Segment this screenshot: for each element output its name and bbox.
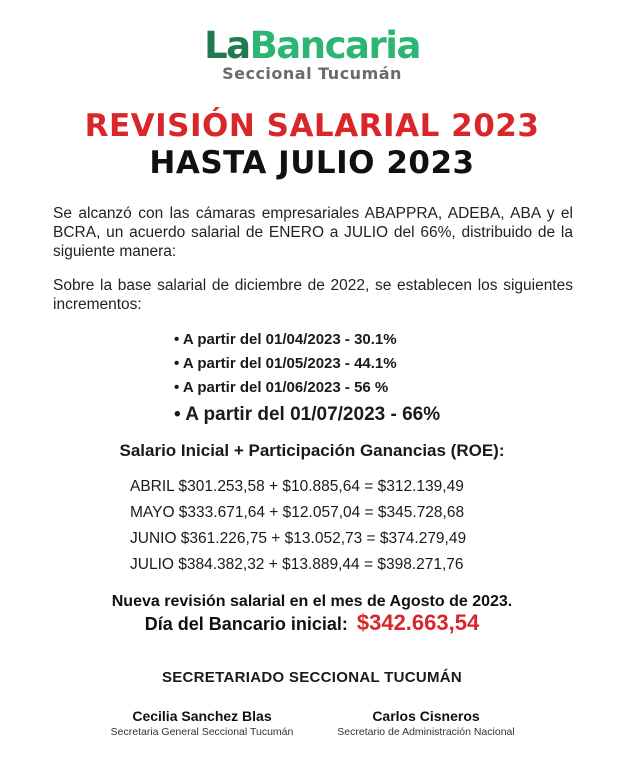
increment-item: • A partir del 01/04/2023 - 30.1%	[174, 328, 440, 352]
signature-name: Carlos Cisneros	[372, 708, 480, 724]
title-line-2: HASTA JULIO 2023	[149, 145, 475, 181]
logo	[0, 26, 624, 83]
logo-subtitle: Seccional Tucumán	[222, 64, 402, 83]
salary-row: JULIO $384.382,32 + $13.889,44 = $398.271,76	[130, 556, 464, 573]
salary-row: JUNIO $361.226,75 + $13.052,73 = $374.279,49	[130, 530, 467, 547]
intro-paragraph: Se alcanzó con las cámaras empresariales ABAPPRA, ADEBA, ABA y el BCRA, un acuerdo salarial de ENERO a JULIO del 66%, distribuido de la siguiente manera:	[53, 205, 573, 260]
title-line-1: REVISIÓN SALARIAL 2023	[84, 108, 540, 144]
increment-item: • A partir del 01/05/2023 - 44.1%	[174, 352, 440, 376]
increments-list	[174, 328, 440, 430]
salary-title: Salario Inicial + Participación Ganancias (ROE):	[119, 441, 505, 460]
signature-name: Cecilia Sanchez Blas	[132, 708, 272, 724]
base-paragraph: Sobre la base salarial de diciembre de 2022, se establecen los siguientes incrementos:	[53, 277, 573, 313]
signature-left	[92, 708, 312, 738]
logo-wordmark	[204, 26, 420, 66]
increment-item-final: • A partir del 01/07/2023 - 66%	[174, 400, 440, 430]
salary-row: ABRIL $301.253,58 + $10.885,64 = $312.139,49	[130, 478, 464, 495]
signature-role: Secretaria General Seccional Tucumán	[110, 726, 294, 738]
secretariado-heading: SECRETARIADO SECCIONAL TUCUMÁN	[161, 669, 463, 686]
increment-item: • A partir del 01/06/2023 - 56 %	[174, 376, 440, 400]
signature-right	[316, 708, 536, 738]
signature-role: Secretario de Administración Nacional	[337, 726, 515, 738]
bank-day-line	[0, 610, 624, 636]
bank-day-label: Día del Bancario inicial:	[144, 614, 348, 634]
salary-list	[130, 474, 466, 578]
bank-day-amount: $342.663,54	[356, 610, 480, 635]
logo-accent: Bancaria	[249, 24, 420, 67]
salary-row: MAYO $333.671,64 + $12.057,04 = $345.728,68	[130, 504, 465, 521]
next-revision-note: Nueva revisión salarial en el mes de Agosto de 2023.	[111, 593, 513, 610]
logo-prefix: La	[204, 24, 250, 67]
